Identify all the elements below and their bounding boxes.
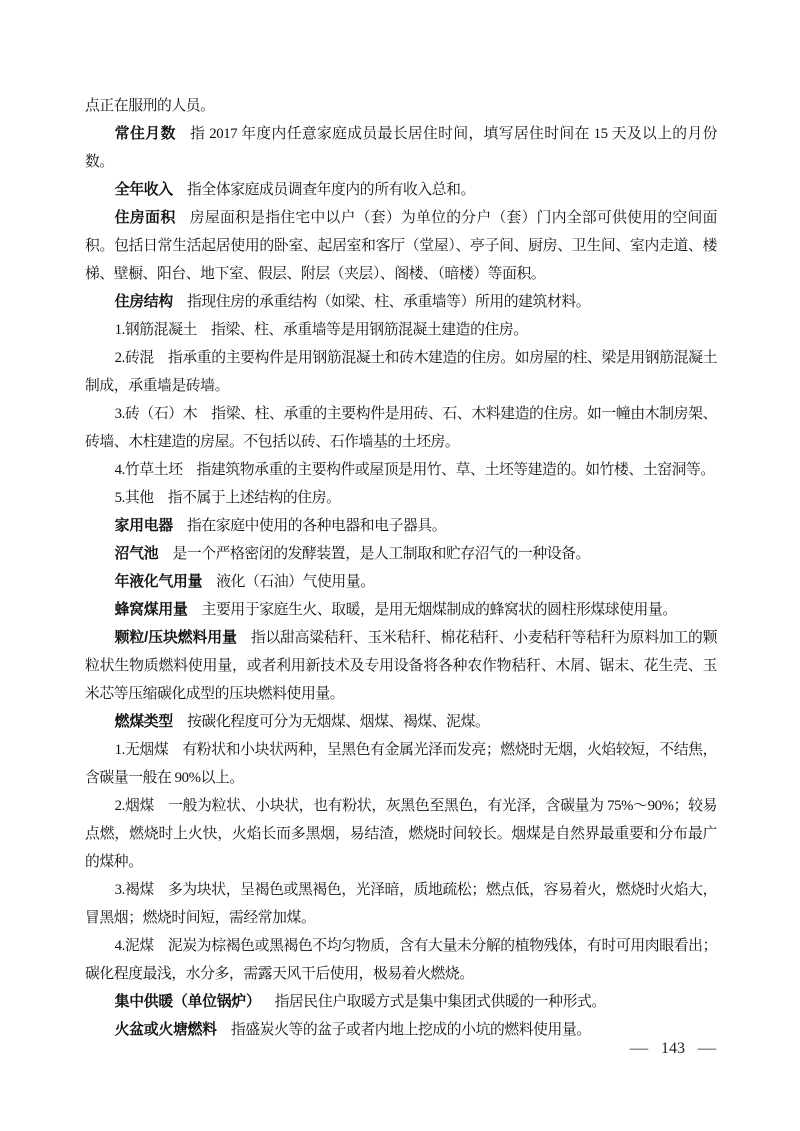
- definition-paragraph: [85, 708, 717, 736]
- page-number: 143: [661, 1040, 685, 1057]
- definition-paragraph: [85, 120, 717, 176]
- definition-paragraph: [85, 876, 717, 932]
- definition-term: 住房结构: [114, 294, 173, 310]
- definition-term: 3.褐煤: [114, 882, 154, 898]
- definition-term: 4.泥煤: [114, 938, 154, 954]
- definition-term: 集中供暖（单位锅炉）: [114, 994, 261, 1010]
- definition-text: 液化（石油）气使用量。: [216, 574, 375, 590]
- definition-text: 指居民住户取暖方式是集中集团式供暖的一种形式。: [274, 994, 606, 1010]
- definition-term: 5.其他: [114, 490, 154, 506]
- definition-paragraph: [85, 512, 717, 540]
- definition-term: 4.竹草土坯: [114, 462, 183, 478]
- definition-text: 指建筑物承重的主要构件或屋顶是用竹、草、土坯等建造的。如竹楼、土窑洞等。: [196, 462, 715, 478]
- definition-term: 2.烟煤: [114, 798, 155, 814]
- definition-term: 常住月数: [114, 126, 176, 142]
- definition-text: 指梁、柱、承重墙等是用钢筋混凝土建造的住房。: [210, 322, 528, 338]
- definition-paragraph: [85, 568, 717, 596]
- definition-term: 沼气池: [114, 546, 159, 562]
- footer-dash-right: —: [697, 1040, 717, 1057]
- definition-term: 1.无烟煤: [114, 742, 169, 758]
- definition-paragraph: [85, 736, 717, 792]
- definition-text: 多为块状，呈褐色或黑褐色，光泽暗，质地疏松；燃点低，容易着火，燃烧时火焰大，冒黑烟；燃烧时间短，需经常加煤。: [85, 882, 718, 926]
- definition-text: 是一个严格密闭的发酵装置，是人工制取和贮存沼气的一种设备。: [172, 546, 590, 562]
- definition-text: 一般为粒状、小块状，也有粉状，灰黑色至黑色，有光泽，含碳量为 75%～90%；较易点燃，燃烧时上火快，火焰长而多黑烟，易结渣，燃烧时间较长。烟煤是自然界最重要和分布最广的煤种。: [85, 798, 717, 870]
- definition-term: 3.砖（石）木: [114, 406, 198, 422]
- footer-dash-left: —: [629, 1040, 649, 1057]
- document-body: [85, 92, 717, 1044]
- definition-text: 房屋面积是指住宅中以户（套）为单位的分户（套）门内全部可供使用的空间面积。包括日常生活起居使用的卧室、起居室和客厅（堂屋）、亭子间、厨房、卫生间、室内走道、楼梯、壁橱、阳台、地下室、假层、附层（夹层）、阁楼、（暗楼）等面积。: [85, 210, 717, 282]
- page-footer: [631, 1040, 715, 1058]
- definition-term: 颗粒/压块燃料用量: [114, 630, 237, 646]
- definition-term: 燃煤类型: [114, 714, 173, 730]
- definition-text: 指盛炭火等的盆子或者内地上挖成的小坑的燃料使用量。: [230, 1022, 591, 1038]
- definition-paragraph: [85, 400, 717, 456]
- definition-paragraph: [85, 540, 717, 568]
- definition-term: 蜂窝煤用量: [114, 602, 188, 618]
- definition-paragraph: [85, 316, 717, 344]
- definition-text: 指现住房的承重结构（如梁、柱、承重墙等）所用的建筑材料。: [187, 294, 591, 310]
- definition-text: 指全体家庭成员调查年度内的所有收入总和。: [187, 182, 475, 198]
- continuation-text: 点正在服刑的人员。: [85, 98, 215, 114]
- definition-term: 全年收入: [114, 182, 173, 198]
- definition-paragraph: [85, 484, 717, 512]
- definition-term: 住房面积: [114, 210, 176, 226]
- definition-text: 指梁、柱、承重的主要构件是用砖、石、木料建造的住房。如一幢由木制房架、砖墙、木柱建造的房屋。不包括以砖、石作墙基的土坯房。: [85, 406, 717, 450]
- definition-paragraph: [85, 176, 717, 204]
- definition-paragraph: [85, 204, 717, 288]
- definition-text: 有粉状和小块状两种，呈黑色有金属光泽而发亮；燃烧时无烟，火焰较短，不结焦，含碳量一般在 90%以上。: [85, 742, 717, 786]
- definition-text: 指 2017 年度内任意家庭成员最长居住时间，填写居住时间在 15 天及以上的月份数。: [85, 126, 717, 170]
- definition-term: 年液化气用量: [114, 574, 203, 590]
- continuation-paragraph: [85, 92, 717, 120]
- definition-paragraph: [85, 596, 717, 624]
- definition-term: 火盆或火塘燃料: [114, 1022, 217, 1038]
- definition-term: 2.砖混: [114, 350, 154, 366]
- definition-paragraph: [85, 456, 717, 484]
- definition-text: 泥炭为棕褐色或黑褐色不均匀物质，含有大量未分解的植物残体，有时可用肉眼看出；碳化程度最浅，水分多，需露天风干后使用，极易着火燃烧。: [85, 938, 718, 982]
- definition-text: 指承重的主要构件是用钢筋混凝土和砖木建造的住房。如房屋的柱、梁是用钢筋混凝土制成，承重墙是砖墙。: [85, 350, 718, 394]
- definition-paragraph: [85, 624, 717, 708]
- definition-paragraph: [85, 792, 717, 876]
- definition-text: 指以甜高粱秸秆、玉米秸秆、棉花秸秆、小麦秸秆等秸秆为原料加工的颗粒状生物质燃料使用量，或者利用新技术及专用设备将各种农作物秸秆、木屑、锯末、花生壳、玉米芯等压缩碳化成型的压块燃料使用量。: [85, 630, 718, 702]
- definitions-list: [85, 120, 717, 1044]
- definition-text: 主要用于家庭生火、取暖，是用无烟煤制成的蜂窝状的圆柱形煤球使用量。: [201, 602, 677, 618]
- definition-paragraph: [85, 288, 717, 316]
- definition-paragraph: [85, 932, 717, 988]
- definition-text: 指在家庭中使用的各种电器和电子器具。: [187, 518, 447, 534]
- definition-paragraph: [85, 344, 717, 400]
- definition-paragraph: [85, 1016, 717, 1044]
- definition-text: 指不属于上述结构的住房。: [167, 490, 341, 506]
- definition-text: 按碳化程度可分为无烟煤、烟煤、褐煤、泥煤。: [187, 714, 490, 730]
- definition-term: 家用电器: [114, 518, 173, 534]
- definition-paragraph: [85, 988, 717, 1016]
- definition-term: 1.钢筋混凝土: [114, 322, 197, 338]
